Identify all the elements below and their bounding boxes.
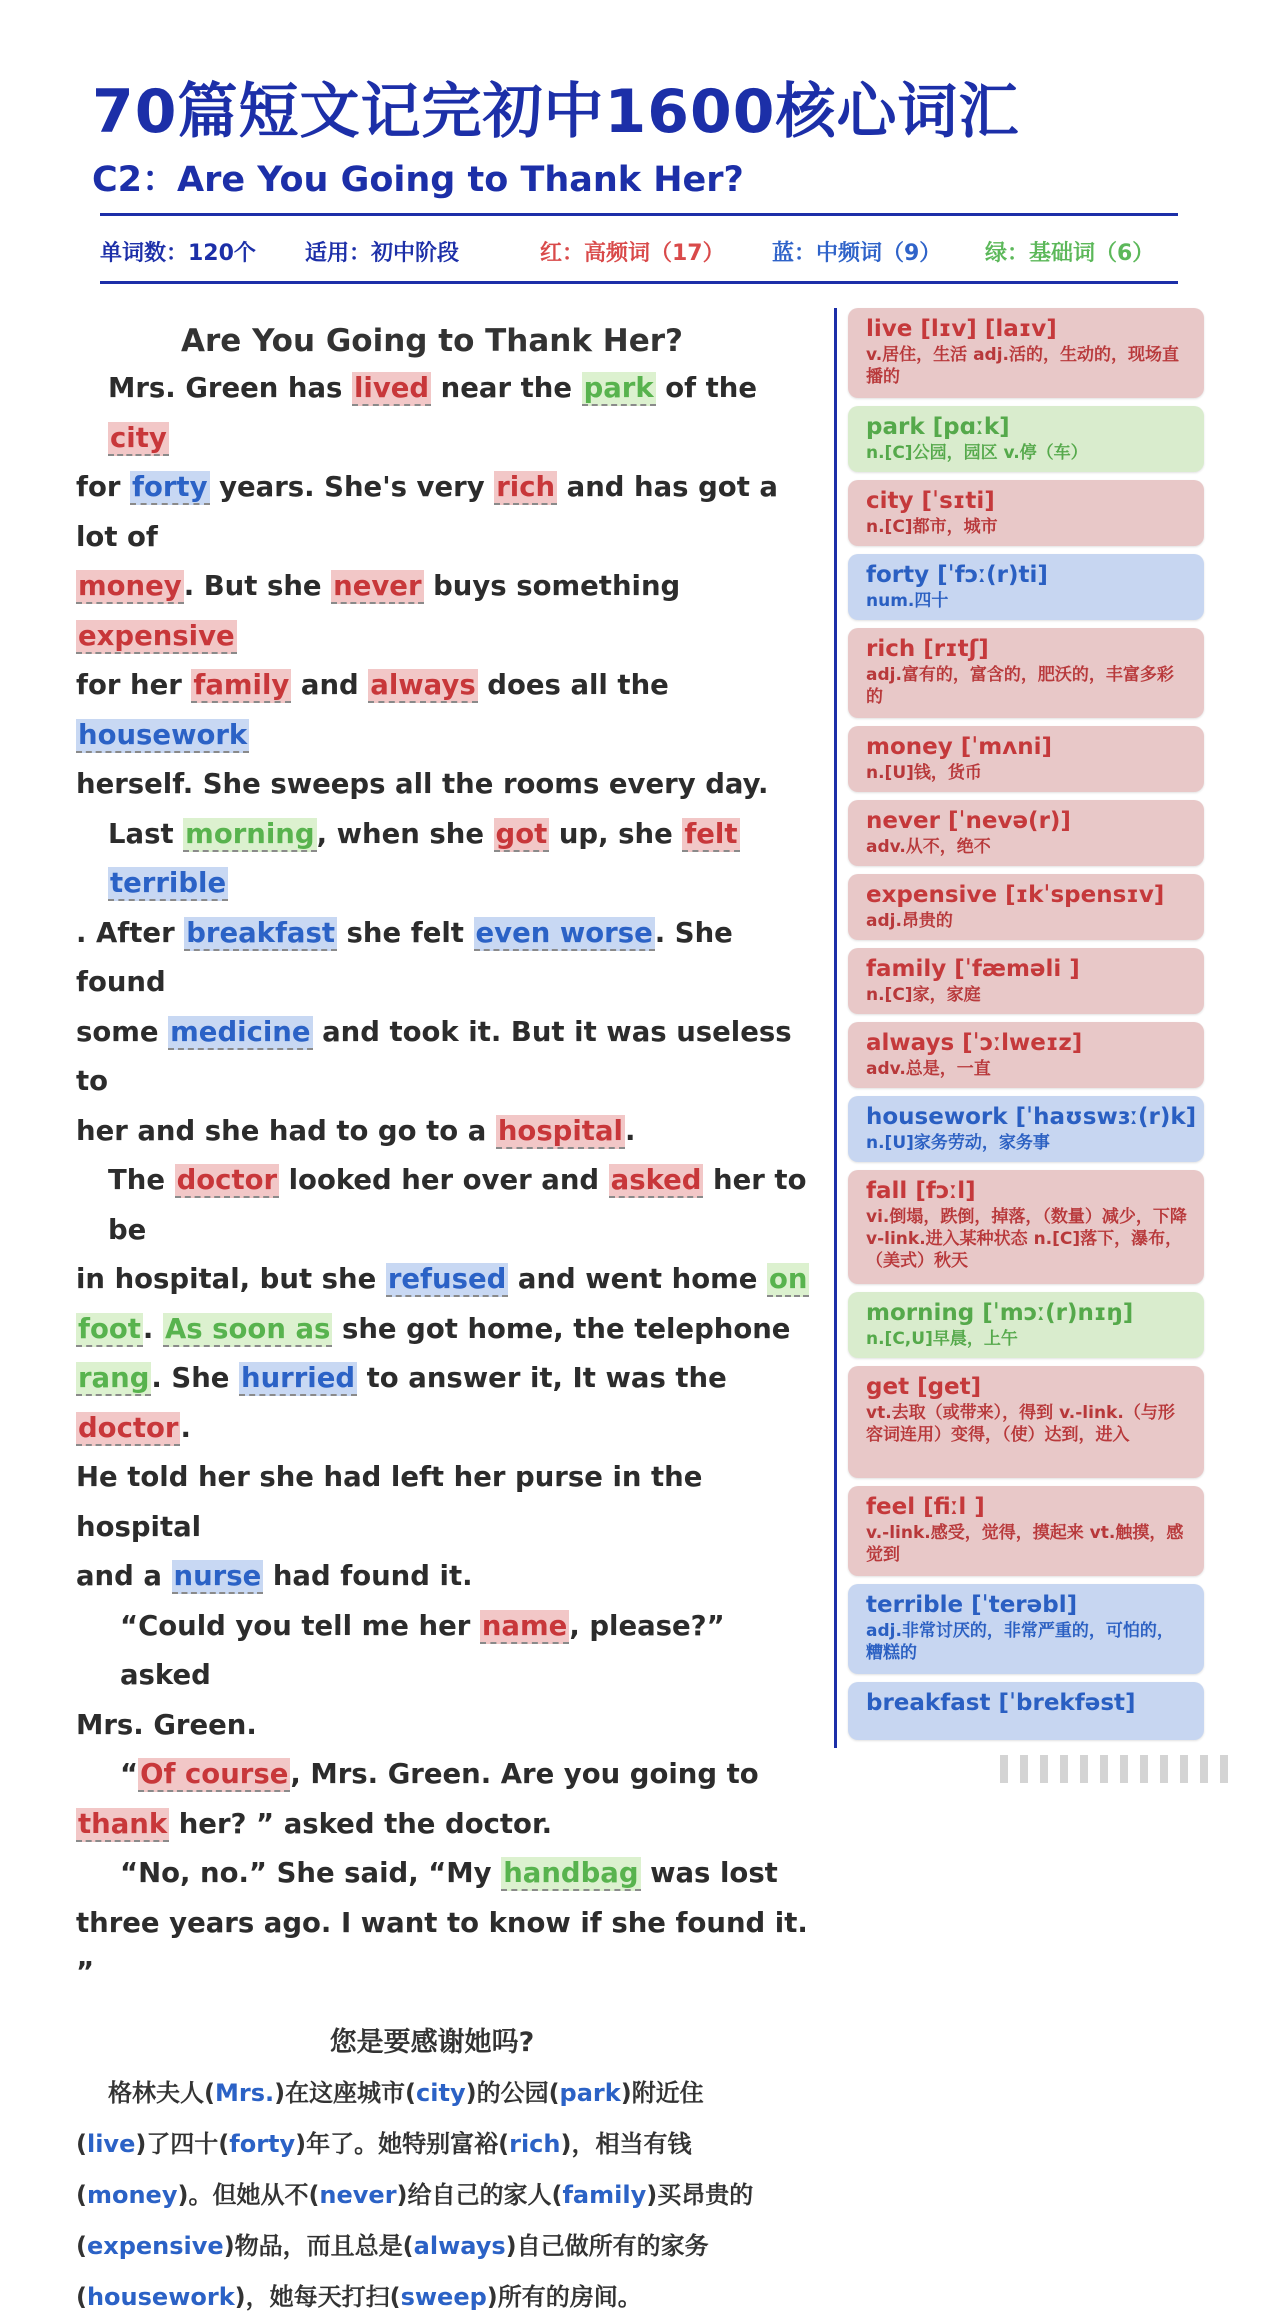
story-line — [76, 1156, 816, 1255]
story-line — [76, 1354, 816, 1453]
translation-text — [76, 2068, 816, 2323]
text: her? ” asked the doctor. — [169, 1807, 553, 1840]
story-line — [76, 1750, 816, 1800]
english-word: always — [413, 2231, 506, 2260]
text: . — [142, 1312, 163, 1345]
text: was lost — [640, 1857, 778, 1889]
vocab-phonetic: [ˈfɔː(r)ti] — [937, 562, 1048, 588]
vocab-word: never — [866, 808, 940, 834]
story-line: three years ago. I want to know if she found it. ” — [76, 1906, 808, 1988]
text: she felt — [336, 916, 474, 949]
translation-line — [76, 2119, 816, 2170]
highlight-word: asked — [610, 1164, 702, 1196]
english-word: live — [86, 2129, 136, 2158]
highlight-word: nurse — [173, 1560, 262, 1592]
text: “No, no.” She said, “My — [120, 1857, 502, 1889]
text: )附近住 — [620, 2078, 704, 2107]
vocab-phonetic: [fɔːl] — [915, 1178, 976, 1204]
highlight-word: Of course — [140, 1758, 289, 1790]
text: , Mrs. Green. Are you going to — [290, 1758, 759, 1790]
vocab-card — [848, 1096, 1204, 1162]
vocab-def: num.四十 — [866, 591, 949, 611]
vocab-word: fall — [866, 1178, 908, 1204]
vocab-def: adj.昂贵的 — [866, 911, 953, 931]
text: in hospital, but she — [76, 1263, 386, 1295]
highlight-word: always — [370, 669, 476, 701]
text: )了四十( — [135, 2129, 230, 2158]
vocab-def: v.居住，生活 adj.活的，生动的，现场直播的 — [866, 345, 1179, 387]
story-line — [76, 364, 816, 463]
highlight-word: As soon as — [164, 1312, 331, 1345]
vocab-phonetic: [ˈmʌni] — [960, 734, 1053, 760]
vocab-card — [848, 1366, 1204, 1478]
vocab-phonetic: [ˈnevə(r)] — [947, 808, 1071, 834]
text: had found it. — [263, 1560, 473, 1592]
story-line — [76, 909, 816, 1008]
text: )，相当有钱 — [560, 2129, 692, 2158]
english-word: never — [319, 2180, 397, 2209]
highlight-word: park — [583, 372, 654, 404]
legend-green: 绿：基础词（6） — [985, 241, 1155, 266]
translation-line — [76, 2068, 816, 2119]
english-word: sweep — [400, 2282, 487, 2311]
vocab-word: family — [866, 956, 947, 982]
vocab-word: terrible — [866, 1592, 964, 1618]
translation-line — [76, 2221, 816, 2272]
text: . She — [151, 1362, 240, 1394]
main-title: 70篇短文记完初中1600核心词汇 — [92, 77, 1020, 147]
lesson-subtitle: C2：Are You Going to Thank Her? — [92, 160, 744, 200]
text: up, she — [549, 817, 683, 850]
header-rule-top — [100, 213, 1178, 216]
text: “Could you tell me her — [120, 1609, 480, 1642]
text: of the — [655, 372, 758, 404]
vocab-phonetic: [ˈmɔː(r)nɪŋ] — [982, 1300, 1134, 1326]
story-line — [76, 1107, 816, 1157]
vocab-phonetic: [ˈhaʊswɜː(r)k] — [1015, 1104, 1197, 1130]
text: . — [624, 1114, 636, 1147]
highlight-word: got — [495, 817, 548, 850]
text: )的公园( — [465, 2078, 560, 2107]
vocab-word: money — [866, 734, 953, 760]
story-section — [76, 318, 816, 2323]
highlight-word: medicine — [170, 1015, 311, 1048]
vocab-card — [848, 1022, 1204, 1088]
text: , when she — [316, 817, 494, 850]
vocab-card — [848, 554, 1204, 620]
highlight-word: housework — [78, 718, 248, 751]
vocab-phonetic: [ˈterəbl] — [971, 1592, 1078, 1618]
vocab-def: n.[C]公园，园区 v.停（车） — [866, 443, 1088, 463]
text: . After — [76, 916, 185, 949]
text: . — [180, 1411, 191, 1444]
vocab-word: forty — [866, 562, 930, 588]
text: )，她每天打扫( — [234, 2282, 401, 2311]
vocab-phonetic: [ˈɔːlweɪz] — [962, 1030, 1083, 1056]
highlight-word: never — [333, 570, 422, 602]
vocab-word: always — [866, 1030, 955, 1056]
text: her to be — [108, 1164, 807, 1246]
highlight-word: name — [481, 1609, 568, 1642]
vocab-word: breakfast — [866, 1690, 991, 1716]
text: )物品，而且总是( — [223, 2231, 414, 2260]
english-word: family — [562, 2180, 647, 2209]
vocab-card — [848, 948, 1204, 1014]
text: for her — [76, 669, 192, 701]
vocab-phonetic: [ˈsɪti] — [921, 488, 995, 514]
vocab-phonetic: [ˈbrekfəst] — [998, 1690, 1136, 1716]
highlight-word: hospital — [497, 1114, 623, 1147]
text: to answer it, It was the — [357, 1362, 727, 1394]
text: does all the — [477, 669, 669, 701]
highlight-word: on — [768, 1263, 808, 1295]
story-line — [76, 463, 816, 562]
vocab-def: n.[U]家务劳动，家务事 — [866, 1133, 1050, 1153]
level-label: 适用：初中阶段 — [305, 241, 460, 266]
vocab-def: v.-link.感受，觉得，摸起来 vt.触摸，感觉到 — [866, 1523, 1184, 1565]
vocab-word: feel — [866, 1494, 916, 1520]
text: )。但她从不( — [177, 2180, 320, 2209]
story-line — [76, 1305, 816, 1355]
highlight-word: expensive — [78, 619, 235, 652]
vocab-card — [848, 480, 1204, 546]
highlight-word: doctor — [78, 1411, 179, 1444]
text: ( — [76, 2282, 87, 2311]
text: her and she had to go to a — [76, 1114, 496, 1147]
story-line — [76, 1008, 816, 1107]
vocab-card — [848, 874, 1204, 940]
text: . She found — [76, 916, 733, 998]
vocab-def: adj.富有的，富含的，肥沃的，丰富多彩的 — [866, 665, 1174, 707]
legend-red: 红：高频词（17） — [540, 241, 725, 266]
text: . But she — [183, 570, 332, 602]
text: for — [76, 471, 130, 503]
english-word: rich — [509, 2129, 561, 2158]
story-line: Mrs. Green. — [76, 1708, 257, 1741]
vocab-card — [848, 628, 1204, 718]
english-word: Mrs. — [214, 2078, 275, 2107]
highlight-word: handbag — [503, 1857, 639, 1889]
vocab-def: adv.从不，绝不 — [866, 837, 991, 857]
vocab-card — [848, 1584, 1204, 1674]
vocab-word: get — [866, 1374, 910, 1400]
highlight-word: even worse — [475, 916, 653, 949]
highlight-word: lived — [353, 372, 430, 404]
text: and — [291, 669, 369, 701]
vocab-phonetic: [get] — [917, 1374, 982, 1400]
vocab-card — [848, 406, 1204, 472]
vocab-def: n.[U]钱，货币 — [866, 763, 982, 783]
english-word: housework — [86, 2282, 235, 2311]
text: she got home, the telephone — [332, 1312, 791, 1345]
highlight-word: thank — [78, 1807, 168, 1840]
highlight-word: city — [110, 421, 167, 454]
text: buys something — [423, 570, 681, 602]
highlight-word: forty — [132, 471, 208, 503]
story-line — [76, 1255, 816, 1305]
text: looked her over and — [279, 1164, 609, 1196]
vocab-card — [848, 1682, 1204, 1740]
story-title: Are You Going to Thank Her? — [180, 323, 684, 359]
text: , please?” asked — [120, 1609, 725, 1691]
word-count: 单词数：120个 — [100, 241, 256, 266]
column-divider — [834, 308, 837, 1748]
text: )年了。她特别富裕( — [295, 2129, 510, 2158]
text: and a — [76, 1560, 172, 1592]
story-line — [76, 1800, 816, 1850]
vocab-card — [848, 1486, 1204, 1576]
text: ( — [76, 2180, 87, 2209]
vocab-word: housework — [866, 1104, 1008, 1130]
vocab-def: n.[C,U]早晨，上午 — [866, 1329, 1018, 1349]
english-word: city — [416, 2078, 466, 2107]
text: near the — [431, 372, 582, 404]
vocab-def: n.[C]家，家庭 — [866, 985, 981, 1005]
text: )在这座城市( — [274, 2078, 417, 2107]
english-word: money — [86, 2180, 178, 2209]
header-rule-bottom — [100, 281, 1178, 284]
translation-line — [76, 2170, 816, 2221]
vocab-phonetic: [fiːl ] — [923, 1494, 985, 1520]
highlight-word: foot — [78, 1312, 141, 1345]
text: )所有的房间。 — [486, 2282, 642, 2311]
english-word: park — [559, 2078, 621, 2107]
vocab-def: adv.总是，一直 — [866, 1059, 991, 1079]
text: )买昂贵的 — [646, 2180, 754, 2209]
highlight-word: hurried — [241, 1362, 356, 1394]
vocab-phonetic: [lɪv] [laɪv] — [920, 316, 1057, 342]
vocab-phonetic: [ɪkˈspensɪv] — [1005, 882, 1165, 908]
translation-title: 您是要感谢她吗? — [329, 2026, 535, 2058]
text: )给自己的家人( — [396, 2180, 563, 2209]
text: Last — [108, 817, 184, 850]
vocab-def: adj.非常讨厌的，非常严重的，可怕的，糟糕的 — [866, 1621, 1174, 1663]
vocab-def: vt.去取（或带来），得到 v.-link.（与形容词连用）变得，（使）达到，进入 — [866, 1403, 1175, 1445]
highlight-word: terrible — [110, 867, 227, 899]
highlight-word: rang — [78, 1362, 150, 1394]
vocab-def: vi.倒塌，跌倒，掉落，（数量）减少，下降 v-link.进入某种状态 n.[C]落下，瀑布，（美式）秋天 — [866, 1207, 1187, 1271]
english-word: forty — [229, 2129, 296, 2158]
vocab-word: city — [866, 488, 914, 514]
vocab-card — [848, 308, 1204, 398]
story-line: herself. She sweeps all the rooms every day. — [76, 768, 769, 800]
vocab-word: park — [866, 414, 925, 440]
text: ( — [76, 2231, 87, 2260]
text: and went home — [508, 1263, 767, 1295]
vocab-card — [848, 1170, 1204, 1284]
story-line: He told her she had left her purse in the hospital — [76, 1461, 703, 1543]
legend-blue: 蓝：中频词（9） — [772, 241, 942, 266]
english-word: expensive — [86, 2231, 224, 2260]
text: Mrs. Green has — [108, 372, 352, 404]
vocab-phonetic: [rɪtʃ] — [923, 636, 989, 662]
highlight-word: rich — [496, 471, 556, 503]
vocab-card — [848, 1292, 1204, 1358]
watermark-icon — [1000, 1755, 1250, 1785]
text: and took it. But it was useless to — [76, 1015, 792, 1097]
text: years. She's very — [209, 471, 495, 503]
vocab-word: expensive — [866, 882, 998, 908]
story-line — [76, 810, 816, 909]
vocab-phonetic: [pɑːk] — [932, 414, 1010, 440]
story-line — [76, 562, 816, 661]
vocab-card — [848, 726, 1204, 792]
highlight-word: family — [193, 669, 290, 701]
highlight-word: money — [78, 570, 182, 602]
highlight-word: doctor — [176, 1164, 278, 1196]
vocab-word: morning — [866, 1300, 975, 1326]
text: and has got a lot of — [76, 471, 778, 553]
text: “ — [120, 1758, 139, 1790]
highlight-word: morning — [185, 817, 315, 850]
text: ( — [76, 2129, 87, 2158]
highlight-word: breakfast — [186, 916, 335, 949]
translation-line — [76, 2272, 816, 2323]
text: some — [76, 1015, 169, 1048]
text: The — [108, 1164, 175, 1196]
vocab-word: live — [866, 316, 913, 342]
story-line — [76, 661, 816, 760]
highlight-word: felt — [684, 817, 738, 850]
story-line — [76, 1849, 816, 1899]
highlight-word: refused — [387, 1263, 507, 1295]
story-line — [76, 1552, 816, 1602]
vocab-card — [848, 800, 1204, 866]
text: )自己做所有的家务 — [505, 2231, 709, 2260]
vocab-phonetic: [ˈfæməli ] — [954, 956, 1080, 982]
vocab-def: n.[C]都市，城市 — [866, 517, 998, 537]
vocab-word: rich — [866, 636, 916, 662]
story-line — [76, 1602, 816, 1701]
text: 格林夫人( — [108, 2078, 215, 2107]
